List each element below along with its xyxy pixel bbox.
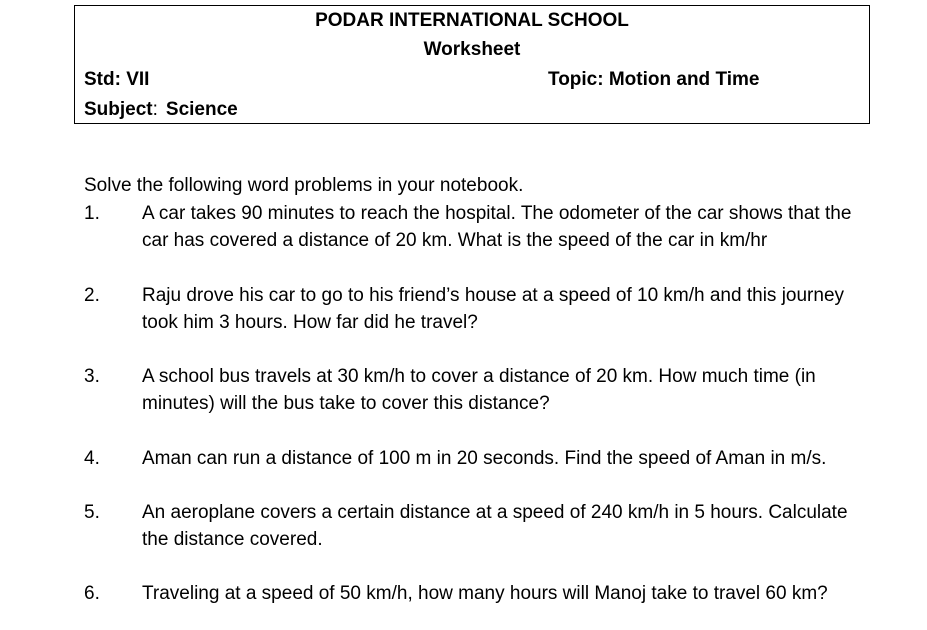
question-item bbox=[84, 282, 874, 336]
question-text: Aman can run a distance of 100 m in 20 seconds. Find the speed of Aman in m/s. bbox=[142, 448, 827, 469]
subject-line bbox=[84, 99, 238, 121]
question-text: An aeroplane covers a certain distance at a speed of 240 km/h in 5 hours. Calculate the distance covered. bbox=[142, 502, 848, 550]
question-item bbox=[84, 200, 874, 254]
question-text: Traveling at a speed of 50 km/h, how many hours will Manoj take to travel 60 km? bbox=[142, 583, 828, 604]
question-number: 5. bbox=[84, 502, 100, 523]
question-text: Raju drove his car to go to his friend’s house at a speed of 10 km/h and this journey took him 3 hours. How far did he travel? bbox=[142, 285, 845, 333]
worksheet-title: Worksheet bbox=[423, 39, 521, 60]
question-item bbox=[84, 580, 874, 607]
question-number: 1. bbox=[84, 203, 100, 224]
instructions: Solve the following word problems in your notebook. bbox=[84, 175, 524, 196]
question-number: 6. bbox=[84, 583, 100, 604]
school-name: PODAR INTERNATIONAL SCHOOL bbox=[315, 10, 629, 31]
question-item bbox=[84, 363, 874, 417]
subject-colon: : bbox=[152, 99, 158, 120]
question-item bbox=[84, 499, 874, 553]
standard-label: Std: VII bbox=[84, 69, 150, 90]
question-text: A car takes 90 minutes to reach the hospital. The odometer of the car shows that the car has covered a distance of 20 km. What is the speed of the car in km/hr bbox=[142, 203, 852, 251]
question-number: 3. bbox=[84, 366, 100, 387]
question-item bbox=[84, 445, 874, 472]
subject-label: Subject bbox=[84, 99, 153, 120]
subject-value: Science bbox=[165, 99, 238, 120]
question-text: A school bus travels at 30 km/h to cover a distance of 20 km. How much time (in minutes) will the bus take to cover this distance? bbox=[142, 366, 816, 414]
question-number: 2. bbox=[84, 285, 100, 306]
worksheet-header bbox=[74, 5, 870, 124]
question-number: 4. bbox=[84, 448, 100, 469]
topic-label: Topic: Motion and Time bbox=[548, 69, 760, 90]
